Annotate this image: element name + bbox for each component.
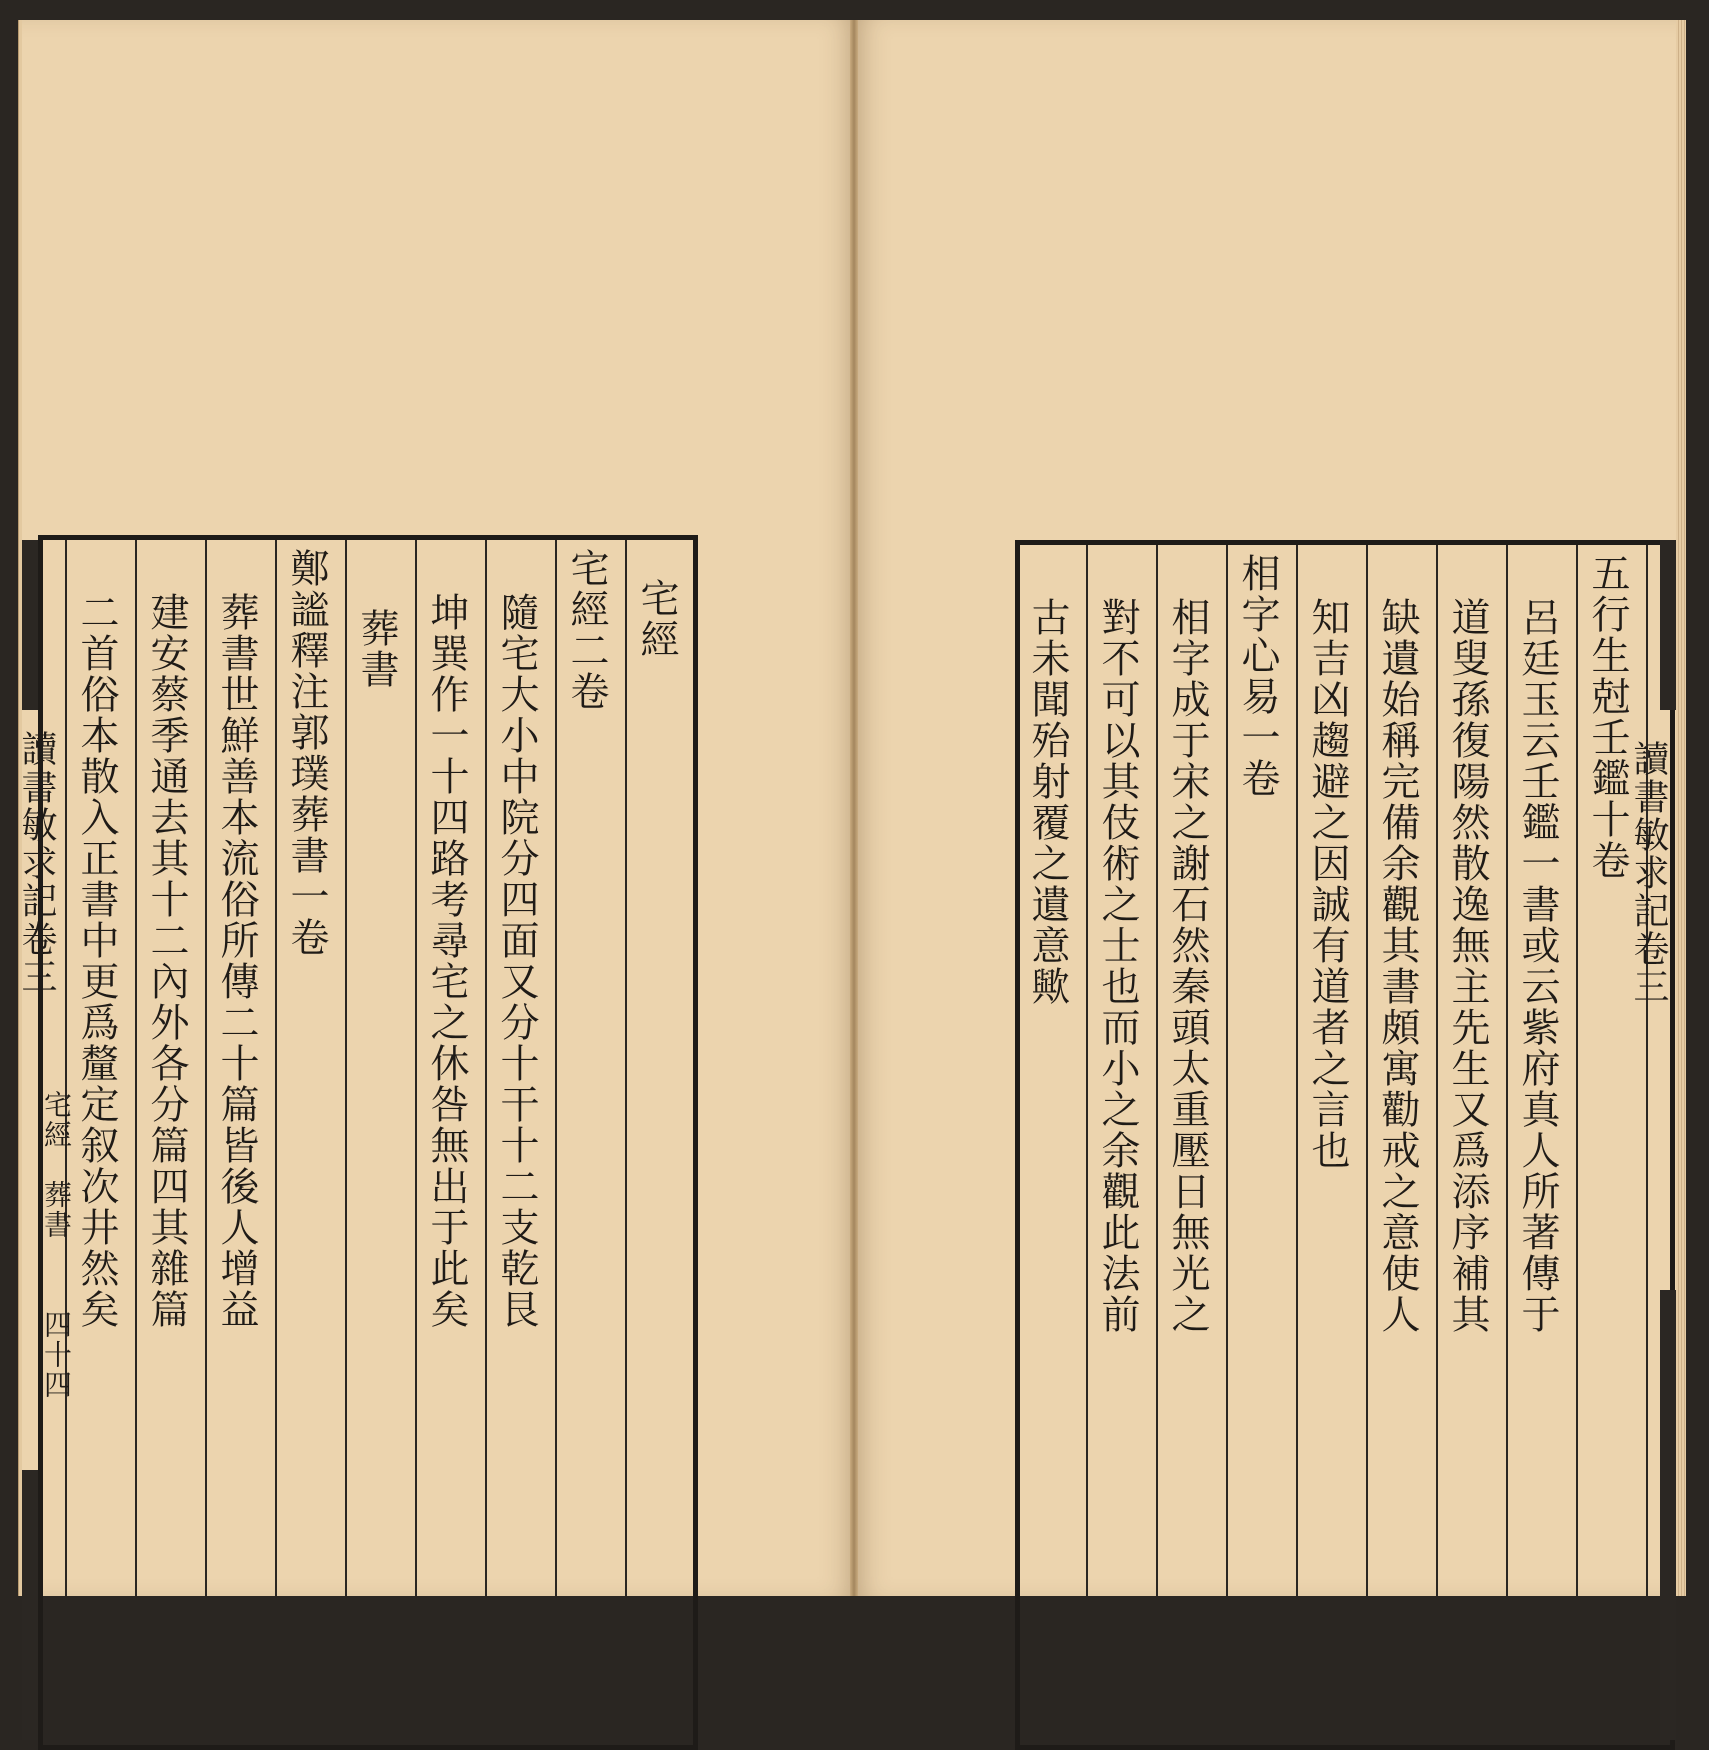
- text-column: 五行生尅壬鑑十卷: [1585, 553, 1630, 881]
- column-rule: [1226, 545, 1228, 1745]
- text-column: 葬書世鮮善本流俗所傳二十篇皆後人增益: [214, 592, 259, 1330]
- banxin-title: 讀書敏求記卷三: [1628, 740, 1669, 1006]
- column-rule: [1646, 545, 1648, 1745]
- left-text-frame: [38, 535, 698, 1750]
- text-column: 隨宅大小中院分四面又分十干十二支乾艮: [494, 592, 539, 1330]
- column-rule: [485, 540, 487, 1745]
- banxin-fishtail-bottom: [1660, 1290, 1676, 1740]
- column-rule: [1366, 545, 1368, 1745]
- banxin-subjects: 宅經 葬書: [40, 1090, 73, 1240]
- text-column: 相字成于宋之謝石然秦頭太重壓日無光之: [1165, 597, 1210, 1335]
- text-column: 相字心易一卷: [1235, 553, 1280, 799]
- column-rule: [1156, 545, 1158, 1745]
- column-rule: [415, 540, 417, 1745]
- column-rule: [625, 540, 627, 1745]
- column-rule: [1436, 545, 1438, 1745]
- text-column: 宅經: [634, 578, 679, 660]
- column-rule: [135, 540, 137, 1745]
- text-column: 二首俗本散入正書中更爲釐定叙次井然矣: [74, 592, 119, 1330]
- text-column: 建安蔡季通去其十二內外各分篇四其雜篇: [144, 592, 189, 1330]
- banxin-title: 讀書敏求記卷三: [16, 730, 57, 996]
- right-text-frame: [1015, 540, 1675, 1750]
- text-column: 葬書: [354, 608, 399, 690]
- banxin-folio: 四十四: [40, 1310, 73, 1400]
- text-column: 對不可以其伎術之士也而小之余觀此法前: [1095, 597, 1140, 1335]
- banxin-fishtail-bottom: [22, 1470, 38, 1740]
- text-column: 呂廷玉云壬鑑一書或云紫府真人所著傳于: [1515, 597, 1560, 1335]
- column-rule: [275, 540, 277, 1745]
- column-rule: [1506, 545, 1508, 1745]
- column-rule: [1086, 545, 1088, 1745]
- text-column: 宅經二卷: [564, 548, 609, 712]
- banxin-fishtail-top: [22, 540, 38, 710]
- column-rule: [555, 540, 557, 1745]
- text-column: 古未聞殆射覆之遺意歟: [1025, 597, 1070, 1007]
- column-rule: [205, 540, 207, 1745]
- text-column: 坤巽作一十四路考尋宅之休咎無出于此矣: [424, 592, 469, 1330]
- text-column: 知吉凶趨避之因誠有道者之言也: [1305, 597, 1350, 1171]
- column-rule: [1576, 545, 1578, 1745]
- column-rule: [1296, 545, 1298, 1745]
- banxin-fishtail-top: [1660, 540, 1676, 710]
- text-column: 道叟孫復陽然散逸無主先生又爲添序補其: [1445, 597, 1490, 1335]
- right-page-edge: [1676, 20, 1686, 1596]
- column-rule: [345, 540, 347, 1745]
- text-column: 缺遺始稱完備余觀其書頗寓勸戒之意使人: [1375, 597, 1420, 1335]
- book-gutter: [850, 20, 858, 1596]
- text-column: 鄭謐釋注郭璞葬書一卷: [284, 548, 329, 958]
